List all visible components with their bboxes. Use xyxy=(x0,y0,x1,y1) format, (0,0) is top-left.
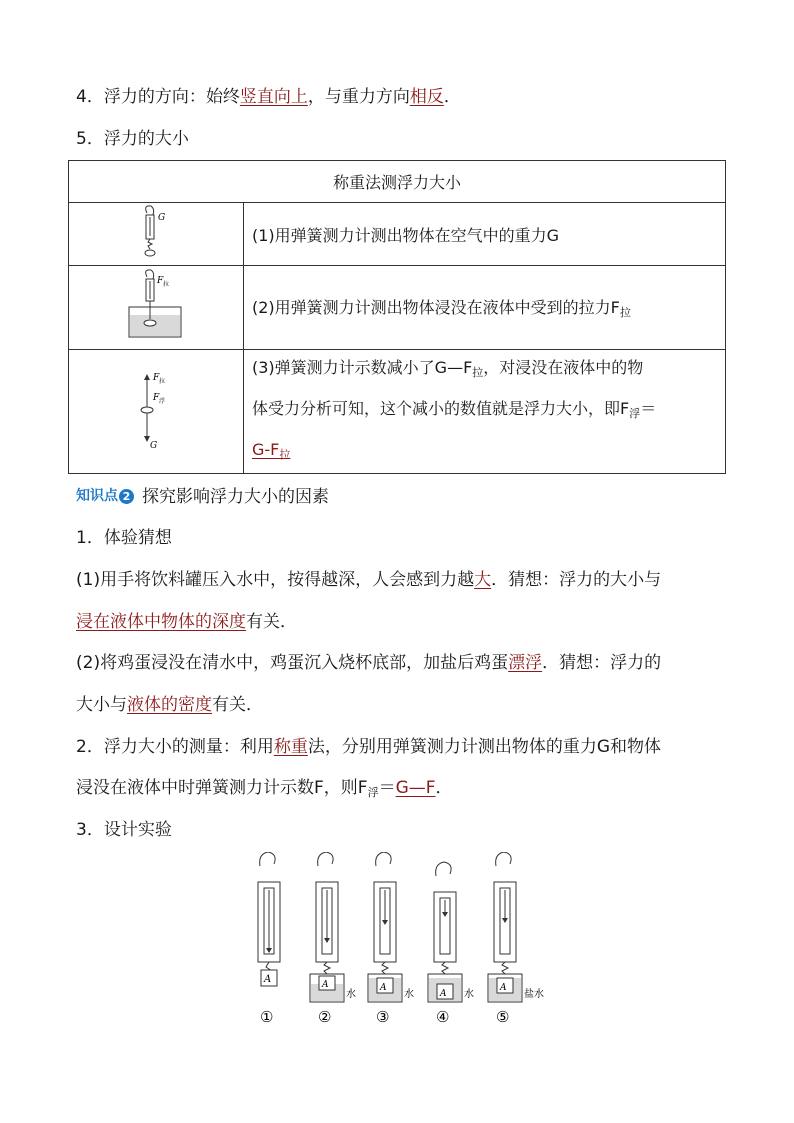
label-la-2: 拉 xyxy=(159,377,166,385)
answer-vertical-up: 竖直向上 xyxy=(239,87,308,107)
setup-3 xyxy=(368,852,414,1026)
row3-l2-sub: 浮 xyxy=(629,407,641,420)
spring-scale-air-icon xyxy=(131,203,181,261)
knowledge-point-heading xyxy=(76,482,329,507)
table-header: 称重法测浮力大小 xyxy=(69,161,726,203)
block-label-3: A xyxy=(380,983,387,993)
setup-5 xyxy=(488,852,544,1026)
section1-p1-line1 xyxy=(76,569,661,591)
section1-heading: 1．体验猜想 xyxy=(76,528,172,548)
experiment-figure xyxy=(250,852,550,1032)
answer-opposite: 相反 xyxy=(409,87,444,107)
label-f-la-2: F xyxy=(153,372,160,383)
section1-p2-line1 xyxy=(76,652,661,674)
section1-p2-line2 xyxy=(76,694,263,716)
step-3-label: ③ xyxy=(376,1008,390,1026)
s2-text: 2．浮力大小的测量：利用 xyxy=(76,737,274,757)
row2-text: (2)用弹簧测力计测出物体浸没在液体中受到的拉力F xyxy=(252,298,620,317)
step-5-label: ⑤ xyxy=(496,1008,510,1026)
force-analysis-figure xyxy=(69,350,244,474)
spring-scale-air-figure xyxy=(69,203,244,266)
row3-l2-text: 体受力分析可知，这个减小的数值就是浮力大小，即F xyxy=(252,399,630,418)
table-row-1 xyxy=(244,203,726,266)
s2-l2-mid: ＝ xyxy=(378,778,396,798)
p2-text: (2)将鸡蛋浸没在清水中，鸡蛋沉入烧杯底部，加盐后鸡蛋 xyxy=(76,653,509,673)
p2-l2-pre: 大小与 xyxy=(76,695,127,715)
row3-line1 xyxy=(252,350,717,391)
badge-text: 知识点 xyxy=(76,487,118,504)
setup-1 xyxy=(258,852,280,1026)
s2-l2-post: ． xyxy=(435,778,453,798)
step-2-label: ② xyxy=(318,1008,332,1026)
p1-l2-post: 有关． xyxy=(246,612,297,632)
salt-water-label: 盐水 xyxy=(524,989,544,1000)
item4-text-mid: ，与重力方向 xyxy=(307,87,410,107)
step-4-label: ④ xyxy=(436,1008,450,1026)
row1-text: (1)用弹簧测力计测出物体在空气中的重力G xyxy=(252,225,560,245)
spring-scale-liquid-figure xyxy=(69,266,244,350)
row3-l1-post: ，对浸没在液体中的物 xyxy=(483,358,644,377)
answer-g-minus-f xyxy=(252,440,290,459)
p2-text-post: ．猜想：浮力的 xyxy=(542,653,662,673)
row3-l1-text: (3)弹簧测力计示数减小了G—F xyxy=(252,358,473,377)
label-g-2: G xyxy=(150,440,158,450)
row3-ans-text: G-F xyxy=(252,440,280,459)
table-row-2 xyxy=(244,266,726,350)
section2-line2 xyxy=(76,777,453,804)
row3-l2-post: ＝ xyxy=(640,399,657,418)
label-la: 拉 xyxy=(163,280,170,288)
section1-p1-line2 xyxy=(76,611,297,633)
p2-l2-post: 有关． xyxy=(212,695,263,715)
setup-2 xyxy=(310,852,356,1026)
answer-float: 漂浮 xyxy=(508,653,543,673)
p1-text: (1)用手将饮料罐压入水中，按得越深，人会感到力越 xyxy=(76,570,475,590)
section2-line1 xyxy=(76,736,661,758)
answer-g-minus-f-2: G—F xyxy=(395,778,436,798)
row3-ans-sub: 拉 xyxy=(279,448,291,461)
step-1-label: ① xyxy=(260,1008,274,1026)
answer-density: 液体的密度 xyxy=(127,695,212,715)
s2-l2-sub: 浮 xyxy=(367,786,379,799)
p1-text-post: ．猜想：浮力的大小与 xyxy=(491,570,662,590)
block-label-5: A xyxy=(500,983,507,993)
s2-l2-pre: 浸没在液体中时弹簧测力计示数F，则F xyxy=(76,778,368,798)
label-f-la: F xyxy=(157,275,164,286)
section3-heading: 3．设计实验 xyxy=(76,820,172,840)
label-fu: 浮 xyxy=(159,397,166,405)
badge-number-icon: 2 xyxy=(119,489,134,504)
answer-weighing: 称重 xyxy=(273,737,308,757)
knowledge-point-badge xyxy=(76,485,134,505)
weighing-method-table xyxy=(68,160,726,474)
row3-l1-sub: 拉 xyxy=(472,366,484,379)
row2-subscript: 拉 xyxy=(619,306,631,319)
row3-line3 xyxy=(252,432,717,473)
block-label-4: A xyxy=(440,989,447,999)
table-row-3 xyxy=(244,350,726,474)
answer-depth: 浸在液体中物体的深度 xyxy=(76,612,246,632)
label-g: G xyxy=(158,213,166,223)
label-f-fu: F xyxy=(153,392,160,403)
row3-line2 xyxy=(252,391,717,432)
water-label-4: 水 xyxy=(464,989,474,1000)
force-diagram-icon xyxy=(131,370,181,450)
s2-text-post: 法，分别用弹簧测力计测出物体的重力G和物体 xyxy=(307,737,662,757)
item4-text: 4．浮力的方向：始终 xyxy=(76,87,240,107)
water-label-2: 水 xyxy=(346,989,356,1000)
item4-line xyxy=(76,86,461,108)
item5-heading: 5．浮力的大小 xyxy=(76,129,189,149)
block-label-2: A xyxy=(322,980,329,990)
setup-4 xyxy=(428,862,474,1026)
knowledge-point-title: 探究影响浮力大小的因素 xyxy=(142,487,329,507)
answer-bigger: 大 xyxy=(474,570,492,590)
block-label-1: A xyxy=(264,974,272,985)
beaker-scale-icon xyxy=(121,269,191,343)
item4-text-end: ． xyxy=(443,87,461,107)
water-label-3: 水 xyxy=(404,989,414,1000)
